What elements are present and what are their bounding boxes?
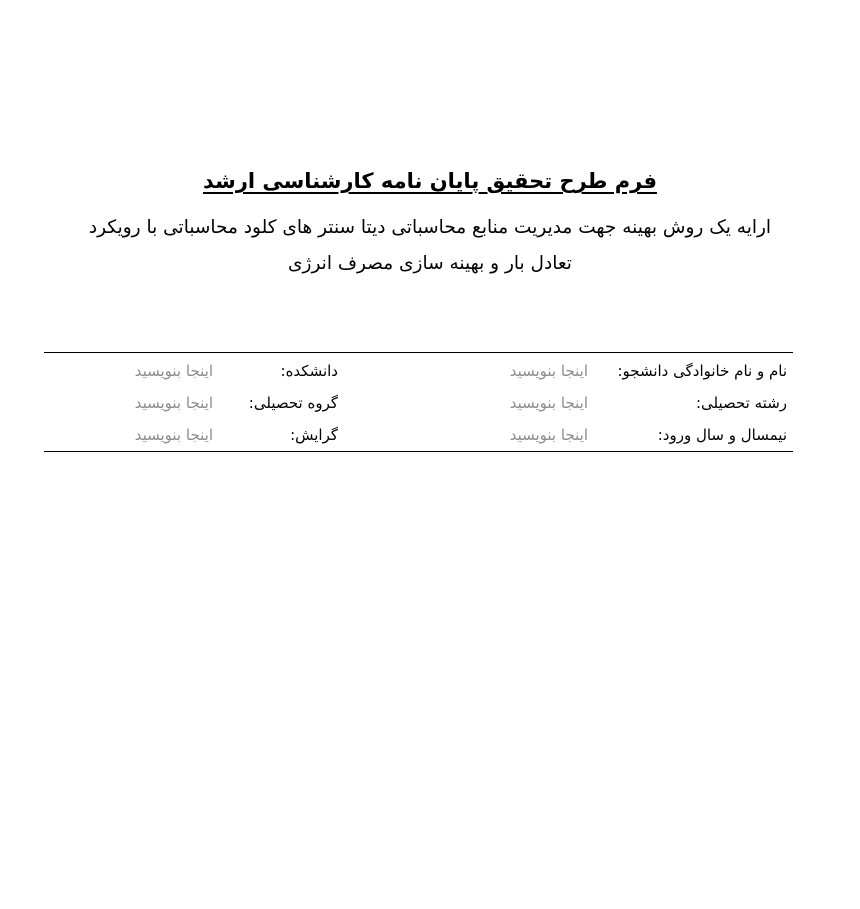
info-row-student-name <box>44 356 793 388</box>
faculty-label: دانشکده: <box>280 362 338 380</box>
info-row-entry-semester <box>44 420 793 452</box>
faculty-field[interactable]: اینجا بنویسید <box>134 362 213 380</box>
academic-group-label: گروه تحصیلی: <box>248 394 338 412</box>
field-of-study-field[interactable]: اینجا بنویسید <box>509 394 588 412</box>
page-title-text: فرم طرح تحقیق پایان نامه کارشناسی ارشد <box>203 169 657 193</box>
academic-group-field[interactable]: اینجا بنویسید <box>134 394 213 412</box>
student-info-table <box>44 352 793 452</box>
thesis-title-line-1: ارایه یک روش بهینه جهت مدیریت منابع محاسباتی دیتا سنتر های کلود محاسباتی با رویکرد <box>88 217 772 238</box>
thesis-title <box>60 210 800 282</box>
specialization-field[interactable]: اینجا بنویسید <box>134 426 213 444</box>
field-of-study-label: رشته تحصیلی: <box>695 394 787 412</box>
specialization-label: گرایش: <box>290 426 338 444</box>
page-title <box>0 166 860 196</box>
student-name-field[interactable]: اینجا بنویسید <box>509 362 588 380</box>
entry-semester-label: نیمسال و سال ورود: <box>657 426 787 444</box>
student-name-label: نام و نام خانوادگی دانشجو: <box>617 362 787 380</box>
thesis-title-line-2: تعادل بار و بهینه سازی مصرف انرژی <box>288 253 572 274</box>
info-row-field-of-study <box>44 388 793 420</box>
entry-semester-field[interactable]: اینجا بنویسید <box>509 426 588 444</box>
